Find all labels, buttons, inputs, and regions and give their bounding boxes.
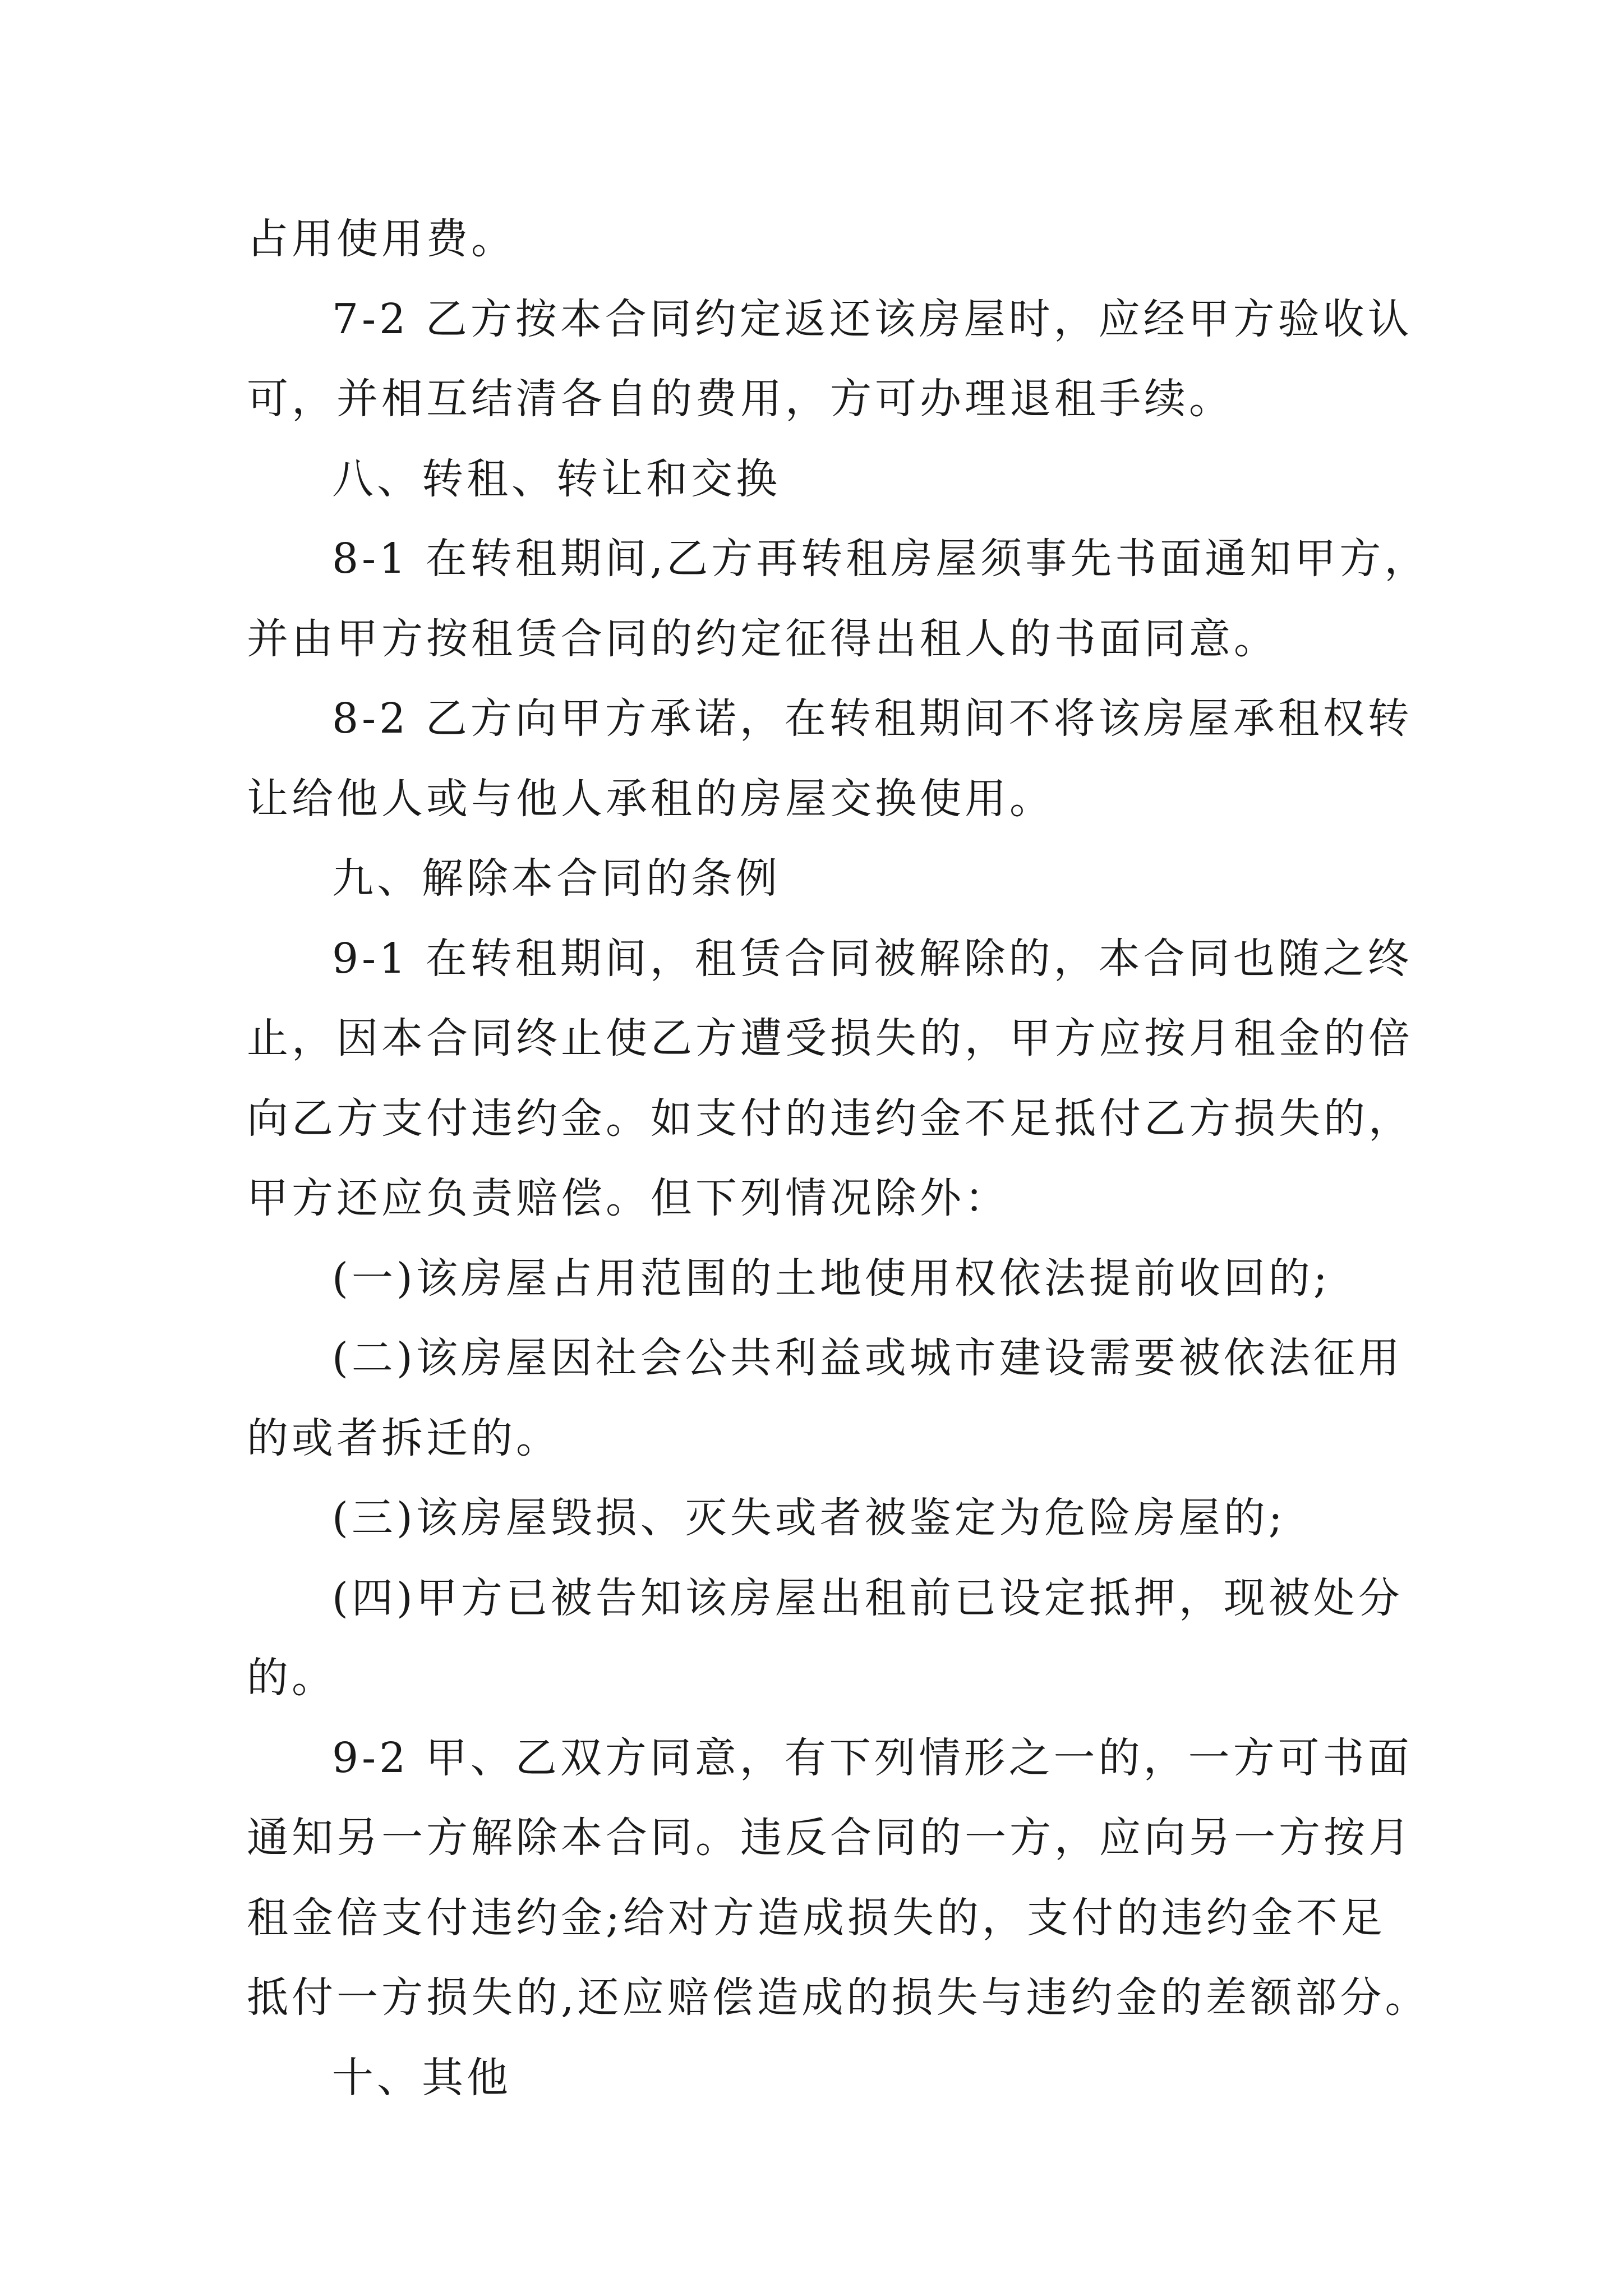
text-line: 7-2 乙方按本合同约定返还该房屋时，应经甲方验收认: [332, 295, 1413, 343]
text-line: (二)该房屋因社会公共利益或城市建设需要被依法征用: [332, 1334, 1403, 1382]
text-line: 8-1 在转租期间,乙方再转租房屋须事先书面通知甲方，: [332, 535, 1430, 583]
text-line: 可，并相互结清各自的费用，方可办理退租手续。: [247, 375, 1234, 423]
section-heading: 九、解除本合同的条例: [332, 854, 781, 903]
text-line: (一)该房屋占用范围的土地使用权依法提前收回的;: [332, 1254, 1331, 1303]
text-line: 9-2 甲、乙双方同意，有下列情形之一的，一方可书面: [332, 1733, 1413, 1782]
text-line: 的或者拆迁的。: [247, 1414, 561, 1462]
text-line: 甲方还应负责赔偿。但下列情况除外：: [247, 1174, 1009, 1222]
section-heading: 八、转租、转让和交换: [332, 454, 781, 503]
text-line: 抵付一方损失的,还应赔偿造成的损失与违约金的差额部分。: [247, 1973, 1430, 2022]
section-heading: 十、其他: [332, 2053, 511, 2102]
text-line: 通知另一方解除本合同。违反合同的一方，应向另一方按月: [247, 1814, 1413, 1862]
text-line: 的。: [247, 1654, 336, 1702]
document-body: [247, 199, 1430, 2118]
text-line: 让给他人或与他人承租的房屋交换使用。: [247, 774, 1054, 823]
text-line: 租金倍支付违约金;给对方造成损失的，支付的违约金不足: [247, 1893, 1386, 1942]
text-line: 9-1 在转租期间，租赁合同被解除的，本合同也随之终: [332, 934, 1413, 983]
text-line: (四)甲方已被告知该房屋出租前已设定抵押，现被处分: [332, 1573, 1403, 1622]
text-line: 止，因本合同终止使乙方遭受损失的，甲方应按月租金的倍: [247, 1014, 1413, 1062]
text-line: 并由甲方按租赁合同的约定征得出租人的书面同意。: [247, 614, 1279, 663]
text-line: 向乙方支付违约金。如支付的违约金不足抵付乙方损失的，: [247, 1094, 1413, 1143]
text-line: 8-2 乙方向甲方承诺，在转租期间不将该房屋承租权转: [332, 694, 1413, 743]
text-line: 占用使用费。: [247, 215, 516, 263]
text-line: (三)该房屋毁损、灭失或者被鉴定为危险房屋的;: [332, 1494, 1286, 1542]
